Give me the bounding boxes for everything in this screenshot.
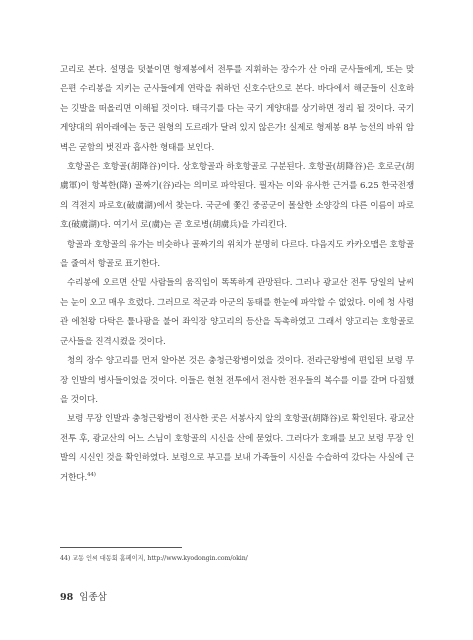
page-number: 98	[60, 592, 74, 603]
paragraph-6-text: 보령 무장 인발과 충청근왕병이 전사한 곳은 서봉사지 앞의 호항골(胡降谷)로 확인된다. 광교산 전투 후, 광교산의 어느 스님이 호항골의 시신을 산에 묻었다. 그러다가 호패를 보고 보령 무장 인발의 시신인 것을 확인하였다. 보령으로 부고를 보내 가족들이 시신을 수습하여 갔다는 사실에 근거한다.	[60, 414, 414, 483]
paragraph-4: 수리봉에 오르면 산밑 사람들의 움직임이 똑똑하게 관망된다. 그러나 광교산 전투 당일의 날씨는 눈이 오고 매우 흐렸다. 그러므로 적군과 아군의 동태를 한눈에 파악할 수 없었다. 이에 청 사령관 에천왕 다탁은 툴나팡을 불어 좌익장 양고리의 등산을 독촉하였고 그래서 양고리는 호항골로 군사들을 진격시켰을 것이다.	[60, 278, 414, 347]
paragraph-1: 고리로 본다. 설명을 덧붙이면 형제봉에서 전투를 지휘하는 장수가 산 아래 군사들에게, 또는 맞은편 수리봉을 지키는 군사들에게 연락을 취하던 신호수단으로 본다. 바다에서 해군들이 신호하는 깃발을 떠올리면 이해될 것이다. 태극기를 다는 국기 게양대를 상기하면 정리 될 것이다. 국기 게양대의 위아래에는 둥근 원형의 도르래가 달려 있지 않은가! 실제로 형제봉 8부 능선의 바위 암벽은 굳함의 벗진과 흡사한 형태를 보인다.	[60, 65, 414, 153]
page-footer	[60, 589, 107, 603]
main-body-text	[60, 61, 414, 488]
running-title: 임종삼	[79, 592, 107, 603]
paragraph-5: 청의 장수 양고리를 먼저 알아본 것은 충청근왕병이었을 것이다. 전라근왕병에 편입된 보령 무장 인발의 병사들이었을 것이다. 이들은 현천 전투에서 전사한 전우들의 복수를 이를 갈며 다짐했을 것이다.	[60, 356, 414, 405]
paragraph-6	[60, 410, 414, 488]
footnote: 44) 교동 인씨 대동회 홈페이지, http://www.kyodongin.com/okin/	[60, 555, 248, 562]
paragraph-2: 호항골은 호항골(胡降谷)이다. 상호항골과 하호항골로 구분된다. 호항골(胡降谷)은 호로군(胡虜軍)이 항복한(降) 골짜기(谷)라는 의미로 파악된다. 필자는 이와 유사한 근거를 6.25 한국전쟁의 격전지 파로호(破虜湖)에서 찾는다. 국군에 쫓긴 중공군이 몰살한 소양강의 다른 이름이 파로호(破虜湖)다. 여기서 로(虜)는 곧 호로병(胡虜兵)을 가리킨다.	[60, 162, 414, 231]
paragraph-3: 항골과 호항골의 유가는 비슷하나 골짜기의 위치가 분명히 다르다. 다음지도 카카오맵은 호항골을 줄여서 항골로 표기한다.	[60, 239, 414, 270]
footnote-divider	[60, 547, 182, 548]
footnote-reference: 44)	[87, 471, 96, 478]
